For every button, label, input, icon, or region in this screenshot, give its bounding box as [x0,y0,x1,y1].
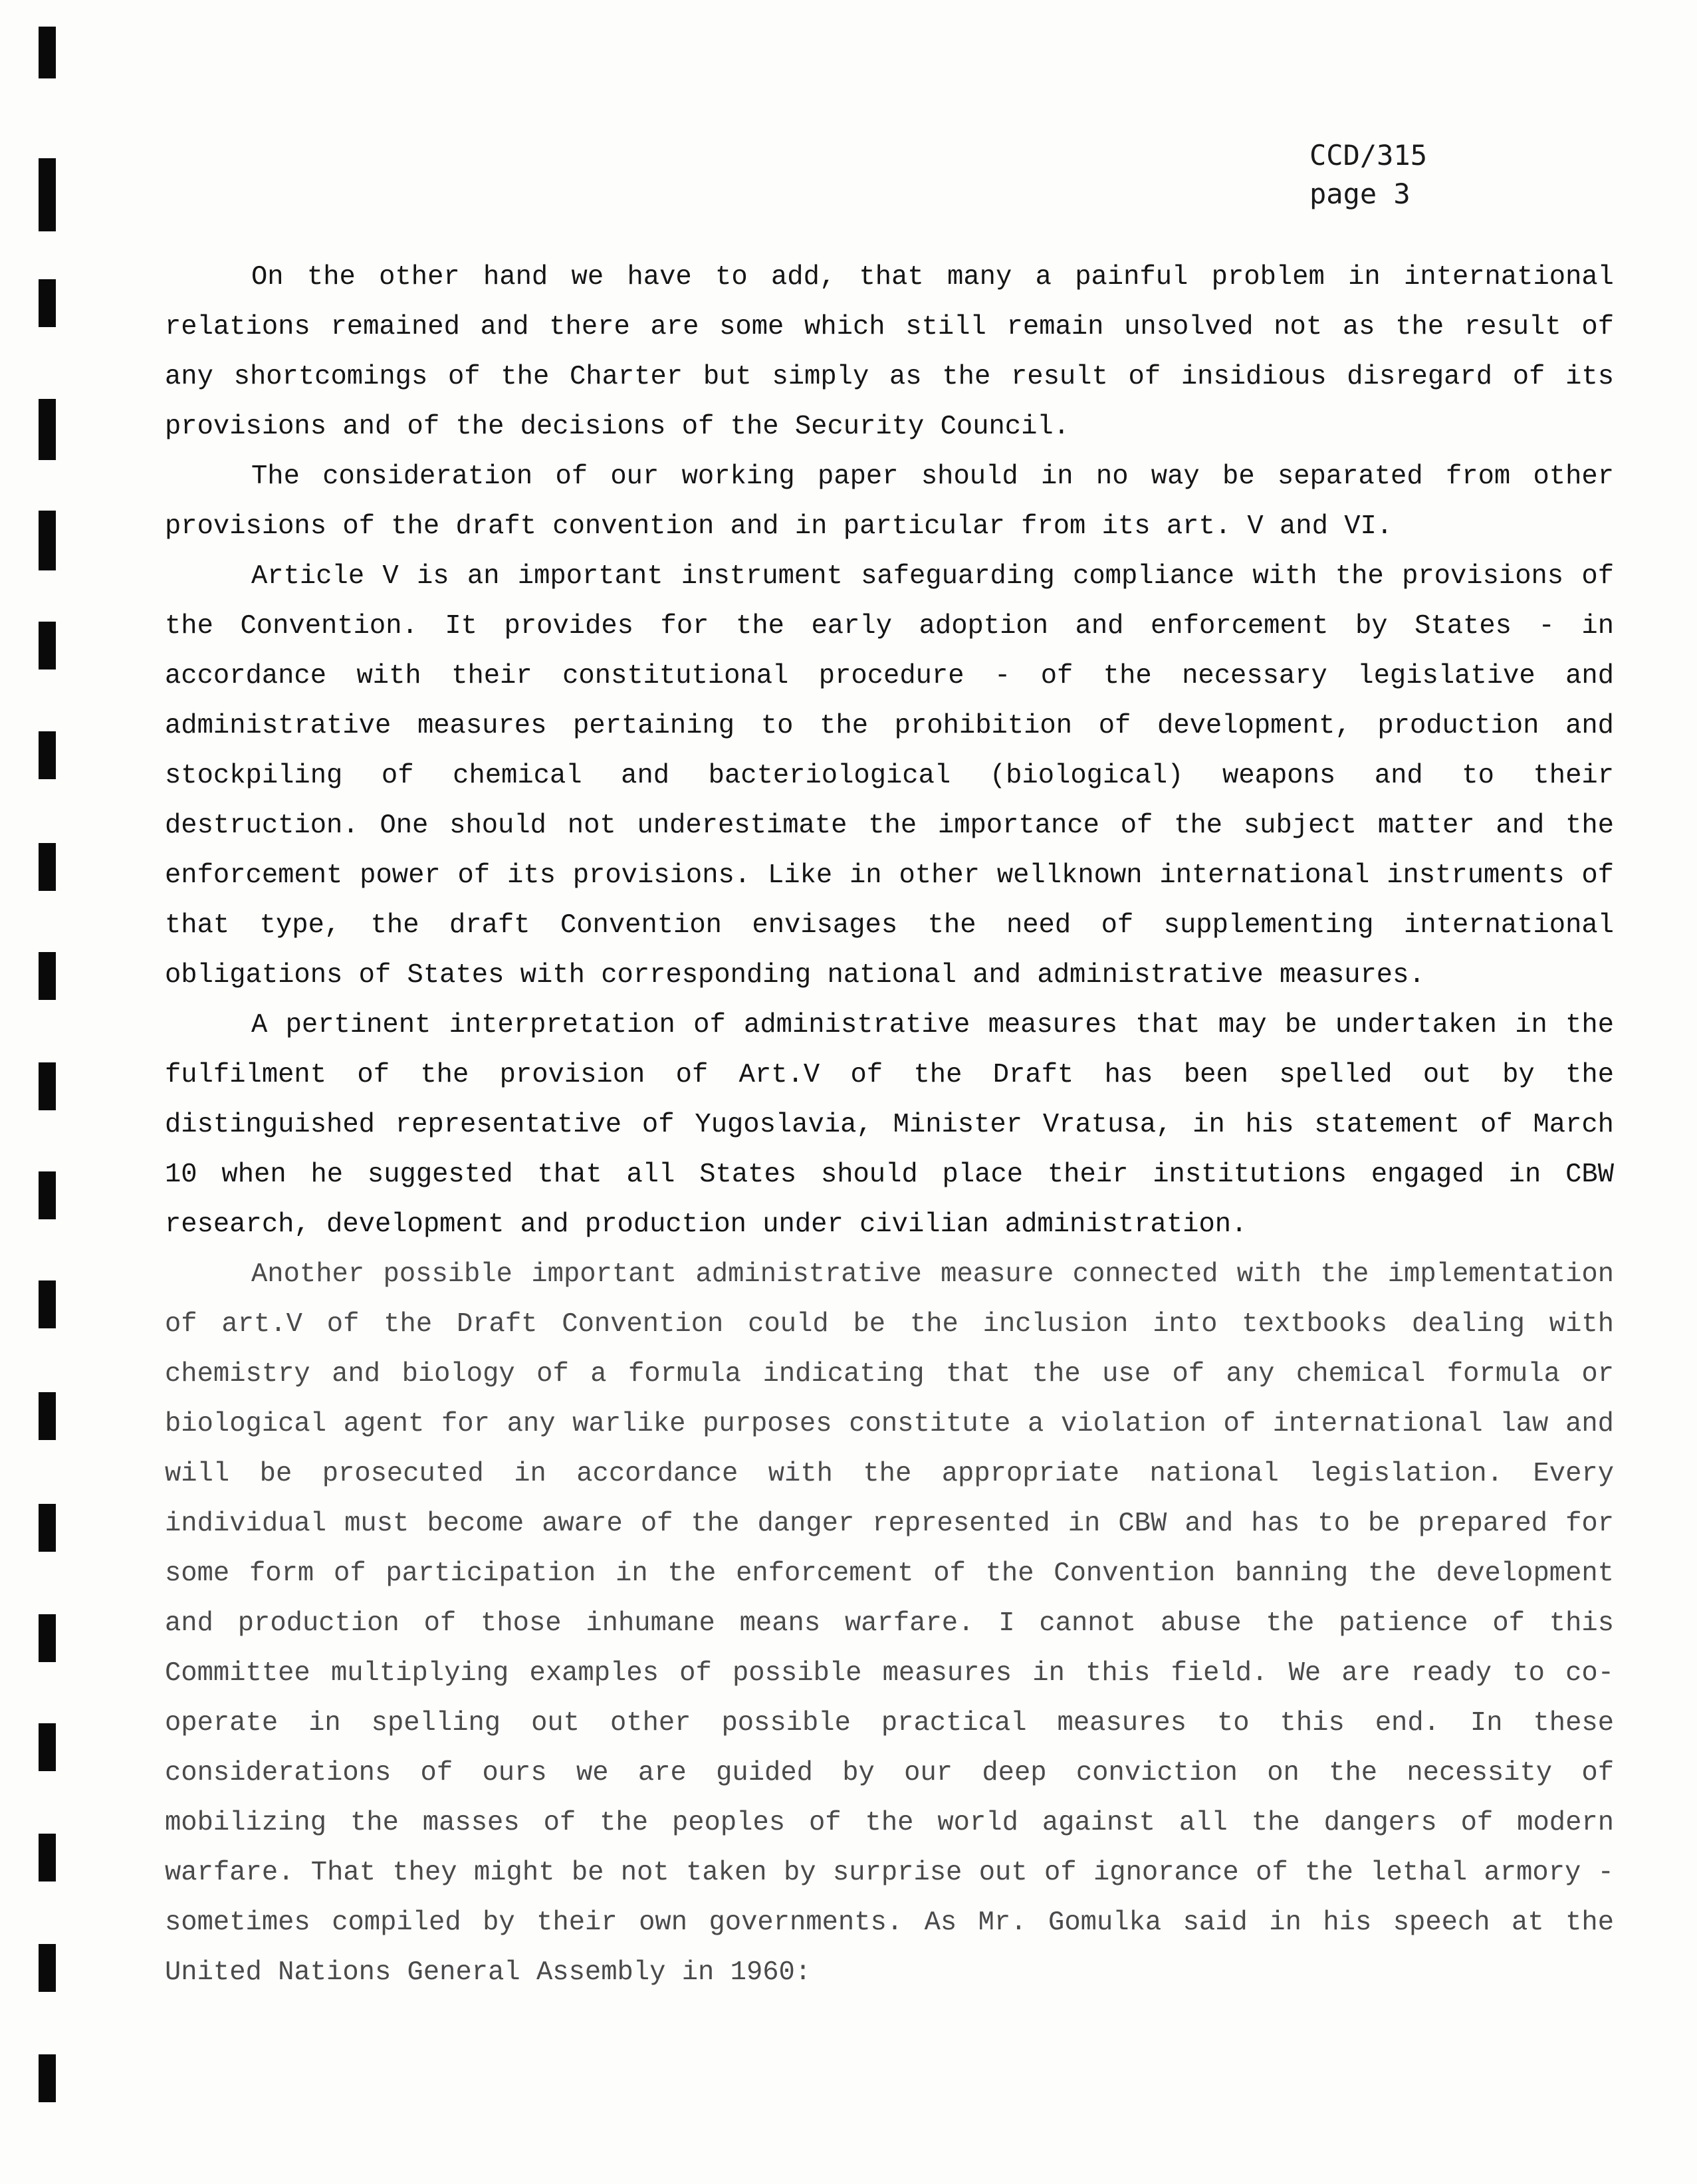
paragraph-5: Another possible important administrative measure connected with the implementation of art.V of the Draft Convention could be the inclusion into textbooks dealing with chemistry and biology of a formula indicating that the use of any chemical formula or biological agent for any warlike purposes constitute a violation of international law and will be prosecuted in accordance with the appropriate national legislation. Every individual must become aware of the danger represented in CBW and has to be prepared for some form of participation in the enforcement of the Convention banning the development and production of those inhumane means warfare. I cannot abuse the patience of this Committee multiplying examples of possible measures in this field. We are ready to co-operate in spelling out other possible practical measures to this end. In these considerations of ours we are guided by our deep conviction on the necessity of mobilizing the masses of the peoples of the world against all the dangers of modern warfare. That they might be not taken by surprise out of ignorance of the lethal armory - sometimes compiled by their own governments. As Mr. Gomulka said in his speech at the United Nations General Assembly in 1960: [165,1259,1614,1988]
paragraph-4: A pertinent interpretation of administrative measures that may be undertaken in the fulfilment of the provision of Art.V of the Draft has been spelled out by the distinguished representative of Yugoslavia, Minister Vratusa, in his statement of March 10 when he suggested that all States should place their institutions engaged in CBW research, development and production under civilian administration. [165,1010,1614,1240]
binder-mark [39,158,56,231]
binder-mark [39,731,56,779]
binder-mark [39,843,56,891]
paragraph-2: The consideration of our working paper should in no way be separated from other provisions of the draft convention and in particular from its art. V and VI. [165,461,1614,542]
document-code: CCD/315 [1309,139,1428,172]
binder-mark [39,1280,56,1328]
document-header [1309,136,1522,213]
binder-mark [39,2054,56,2102]
binder-mark [39,622,56,669]
binder-mark [39,1723,56,1771]
binder-mark [39,1504,56,1552]
binder-mark [39,1944,56,1992]
binder-mark [39,1834,56,1881]
paragraph-1: On the other hand we have to add, that many a painful problem in international relations remained and there are some which still remain unsolved not as the result of any shortcomings of the Charter but simply as the result of insidious disregard of its provisions and of the decisions of the Security Council. [165,262,1614,442]
document-body [165,253,1614,1998]
binder-mark [39,1392,56,1440]
binder-mark [39,1171,56,1219]
binder-mark [39,279,56,327]
binder-mark [39,1062,56,1110]
binder-mark [39,399,56,460]
paragraph-3: Article V is an important instrument safeguarding compliance with the provisions of the Convention. It provides for the early adoption and enforcement by States - in accordance with their constitutional procedure - of the necessary legislative and administrative measures pertaining to the prohibition of development, production and stockpiling of chemical and bacteriological (biological) weapons and to their destruction. One should not underestimate the importance of the subject matter and the enforcement power of its provisions. Like in other wellknown international instruments of that type, the draft Convention envisages the need of supplementing international obligations of States with corresponding national and administrative measures. [165,561,1614,991]
binder-mark [39,511,56,570]
binder-mark [39,1614,56,1662]
binder-mark [39,27,56,78]
page-number: page 3 [1309,178,1411,210]
binder-mark [39,952,56,1000]
